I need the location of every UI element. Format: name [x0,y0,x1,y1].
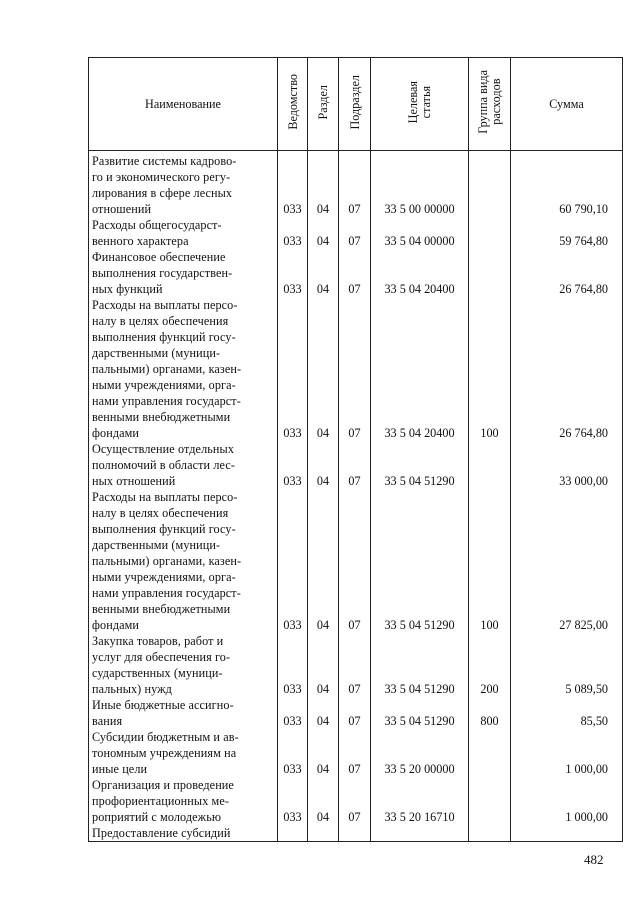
cell-section: 04 [308,729,339,777]
cell-name: Иные бюджетные ассигно- вания [89,697,278,729]
cell-target: 33 5 00 00000 [371,151,469,218]
cell-section: 04 [308,151,339,218]
page-number: 482 [584,852,604,867]
header-target: Целевая статья [371,58,469,151]
cell-group [469,217,511,249]
table-row [89,729,623,777]
cell-dept: 033 [278,297,308,441]
cell-dept: 033 [278,697,308,729]
table-row [89,297,623,441]
cell-target: 33 5 04 00000 [371,217,469,249]
cell-target: 33 5 04 20400 [371,249,469,297]
header-sum: Сумма [511,58,623,151]
header-row [89,58,623,151]
cell-name: Расходы на выплаты персо- налу в целях обеспечения выполнения функций госу- дарственными (муници- пальными) органами, казен- ными учреждениями, орга- нами управления государст- венными внебюджетными фондами [89,297,278,441]
header-section: Раздел [308,58,339,151]
cell-group [469,249,511,297]
cell-subsection: 07 [339,151,371,218]
cell-sum: 27 825,00 [511,489,623,633]
cell-subsection: 07 [339,441,371,489]
header-name: Наименование [89,58,278,151]
cell-sum: 5 089,50 [511,633,623,697]
cell-sum: 60 790,10 [511,151,623,218]
cell-sum: 59 764,80 [511,217,623,249]
cell-section: 04 [308,697,339,729]
table-body [89,151,623,842]
cell-name: Финансовое обеспечение выполнения государствен- ных функций [89,249,278,297]
cell-group [469,777,511,825]
cell-section: 04 [308,297,339,441]
cell-target: 33 5 04 51290 [371,441,469,489]
cell-section [308,825,339,842]
cell-sum [511,825,623,842]
cell-subsection: 07 [339,777,371,825]
cell-sum: 26 764,80 [511,297,623,441]
cell-dept: 033 [278,633,308,697]
cell-target [371,825,469,842]
cell-subsection: 07 [339,297,371,441]
table-row [89,825,623,842]
cell-sum: 26 764,80 [511,249,623,297]
table-row [89,777,623,825]
budget-table [88,57,623,842]
header-dept: Ведомство [278,58,308,151]
cell-group: 800 [469,697,511,729]
table-row [89,633,623,697]
cell-subsection: 07 [339,729,371,777]
table-row [89,489,623,633]
cell-group: 100 [469,297,511,441]
cell-group: 100 [469,489,511,633]
cell-name: Организация и проведение профориентационных ме- роприятий с молодежью [89,777,278,825]
cell-subsection: 07 [339,489,371,633]
header-group: Группа вида расходов [469,58,511,151]
cell-subsection [339,825,371,842]
cell-target: 33 5 04 20400 [371,297,469,441]
cell-section: 04 [308,217,339,249]
cell-group [469,729,511,777]
cell-group [469,825,511,842]
cell-target: 33 5 20 16710 [371,777,469,825]
table-row [89,441,623,489]
cell-subsection: 07 [339,697,371,729]
cell-section: 04 [308,633,339,697]
table-row [89,249,623,297]
header-subsection: Подраздел [339,58,371,151]
cell-section: 04 [308,489,339,633]
cell-dept: 033 [278,489,308,633]
cell-dept: 033 [278,217,308,249]
table-row [89,151,623,218]
cell-dept: 033 [278,151,308,218]
cell-sum: 1 000,00 [511,729,623,777]
cell-dept: 033 [278,249,308,297]
cell-name: Предоставление субсидий [89,825,278,842]
cell-name: Закупка товаров, работ и услуг для обеспечения го- сударственных (муници- пальных) нужд [89,633,278,697]
cell-sum: 85,50 [511,697,623,729]
cell-group [469,151,511,218]
cell-sum: 1 000,00 [511,777,623,825]
cell-section: 04 [308,441,339,489]
cell-name: Субсидии бюджетным и ав- тономным учреждениям на иные цели [89,729,278,777]
cell-section: 04 [308,777,339,825]
cell-sum: 33 000,00 [511,441,623,489]
cell-dept: 033 [278,441,308,489]
cell-subsection: 07 [339,249,371,297]
cell-subsection: 07 [339,217,371,249]
cell-group: 200 [469,633,511,697]
cell-name: Расходы общегосударст- венного характера [89,217,278,249]
cell-name: Развитие системы кадрово- го и экономического регу- лирования в сфере лесных отношений [89,151,278,218]
cell-dept [278,825,308,842]
cell-subsection: 07 [339,633,371,697]
table-row [89,697,623,729]
cell-target: 33 5 04 51290 [371,489,469,633]
cell-section: 04 [308,249,339,297]
cell-dept: 033 [278,729,308,777]
table-row [89,217,623,249]
cell-name: Расходы на выплаты персо- налу в целях обеспечения выполнения функций госу- дарственными (муници- пальными) органами, казен- ными учреждениями, орга- нами управления государст- венными внебюджетными фондами [89,489,278,633]
cell-target: 33 5 20 00000 [371,729,469,777]
cell-name: Осуществление отдельных полномочий в области лес- ных отношений [89,441,278,489]
cell-target: 33 5 04 51290 [371,633,469,697]
cell-dept: 033 [278,777,308,825]
cell-group [469,441,511,489]
cell-target: 33 5 04 51290 [371,697,469,729]
